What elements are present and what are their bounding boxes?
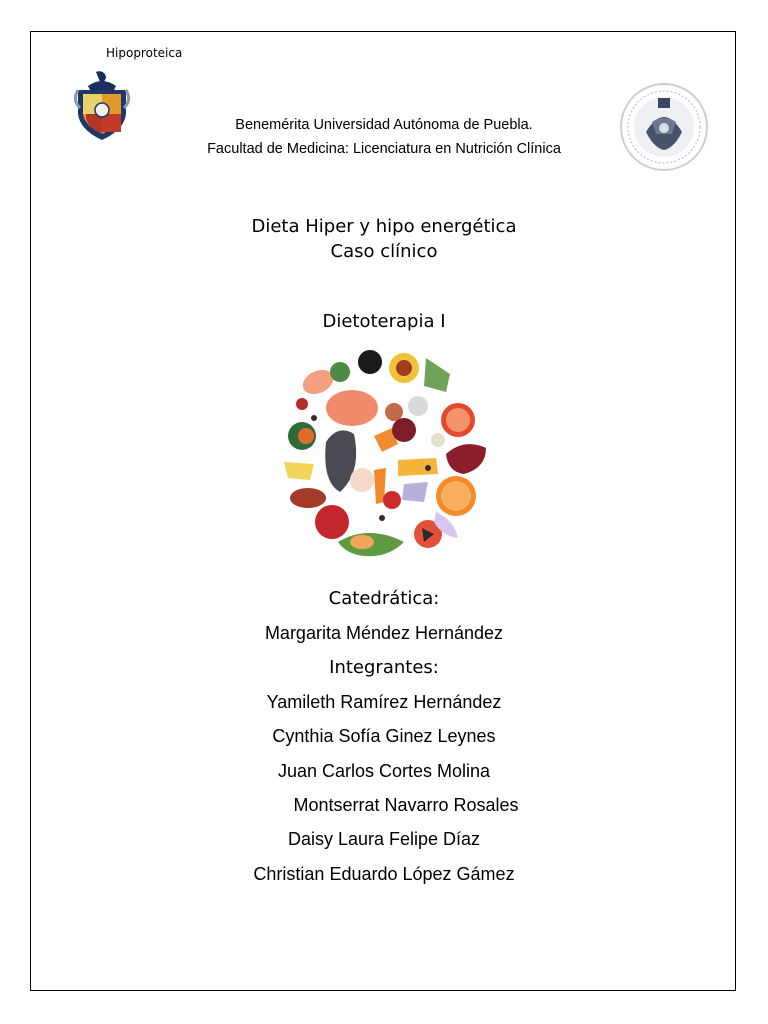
university-name: Benemérita Universidad Autónoma de Puebla. [235, 117, 533, 133]
member-name: Cynthia Sofía Ginez Leynes [272, 726, 496, 746]
document-subtitle: Caso clínico [330, 241, 438, 262]
member-name: Christian Eduardo López Gámez [253, 864, 515, 884]
faculty-name: Facultad de Medicina: Licenciatura en Nutrición Clínica [207, 141, 561, 157]
chair-label: Catedrática: [328, 588, 440, 609]
member-name: Juan Carlos Cortes Molina [277, 761, 491, 781]
member-name: Daisy Laura Felipe Díaz [287, 829, 481, 849]
member-name: Yamileth Ramírez Hernández [266, 692, 502, 712]
header-note: Hipoproteica [106, 46, 183, 60]
member-name: Montserrat Navarro Rosales [293, 795, 519, 815]
chair-name: Margarita Méndez Hernández [264, 623, 504, 643]
document-title: Dieta Hiper y hipo energética [251, 216, 517, 237]
subject-name: Dietoterapia I [322, 311, 446, 332]
food-variety-illustration-icon [278, 342, 496, 564]
members-label: Integrantes: [329, 657, 439, 678]
